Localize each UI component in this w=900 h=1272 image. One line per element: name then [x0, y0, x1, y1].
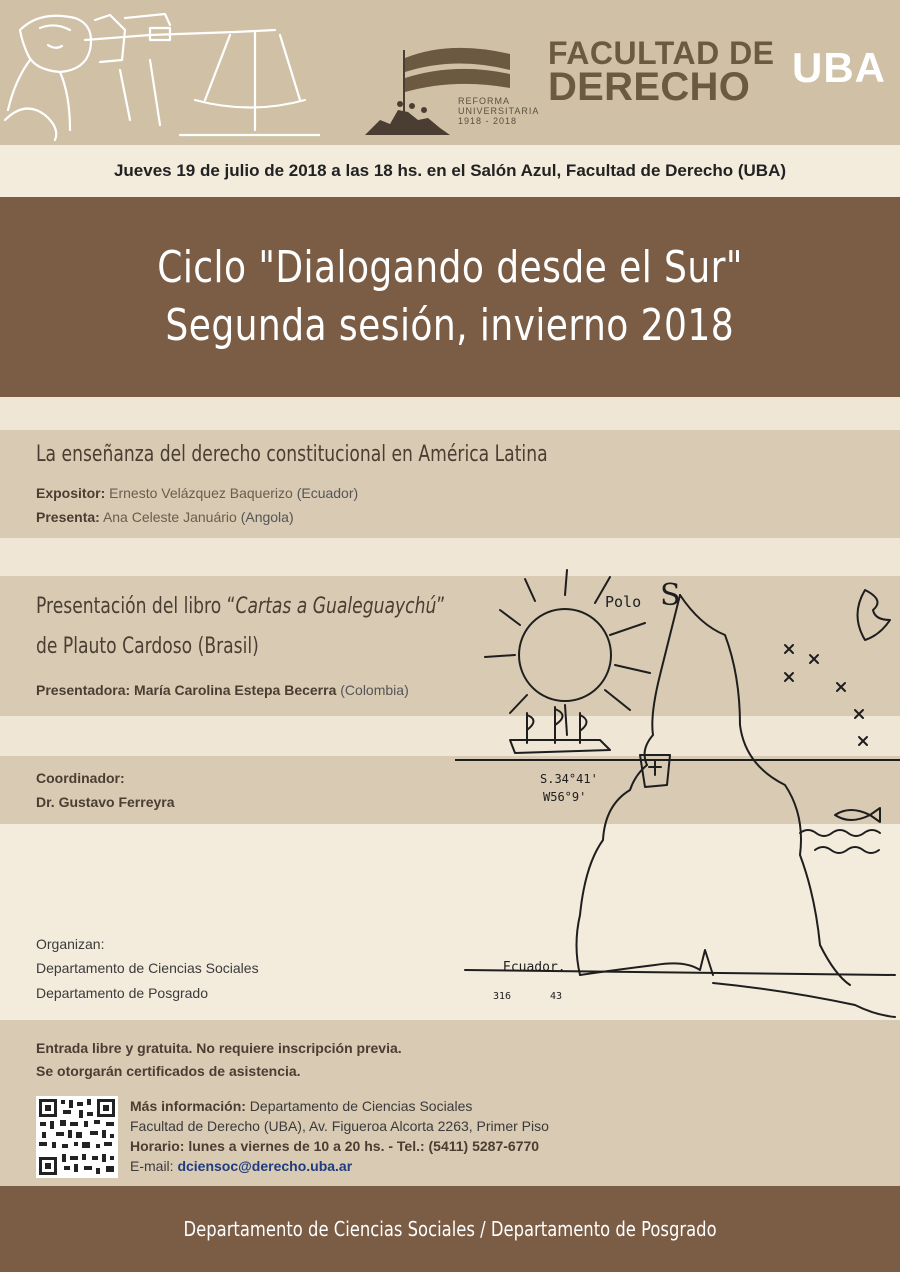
university-logo-text: UBA — [792, 44, 886, 91]
expositor-country: (Ecuador) — [296, 485, 359, 501]
email-link[interactable]: dciensoc@derecho.uba.ar — [177, 1158, 353, 1174]
map-label-s: S — [660, 578, 681, 613]
footer-band — [0, 1186, 900, 1272]
session1-expositor — [36, 485, 358, 501]
event-title-line1: Ciclo "Dialogando desde el Sur" — [157, 242, 743, 293]
map-coords-west: W56°9' — [543, 790, 587, 804]
entry-line2: Se otorgarán certificados de asistencia. — [36, 1063, 301, 1079]
presentadora-country: (Colombia) — [340, 682, 409, 698]
hours-value: lunes a viernes de 10 a 20 hs. - Tel.: (5411) 5287-6770 — [188, 1138, 540, 1154]
contact-info — [130, 1098, 472, 1114]
coordinator-label-text: Coordinador: — [36, 770, 125, 786]
faculty-name — [548, 35, 775, 109]
event-title-line2: Segunda sesión, invierno 2018 — [165, 300, 735, 351]
hours-label: Horario: — [130, 1138, 185, 1154]
map-label-polo: Polo — [605, 593, 642, 611]
book-title: Cartas a Gualeguaychú — [235, 594, 437, 619]
event-date-line: Jueves 19 de julio de 2018 a las 18 hs. en el Salón Azul, Facultad de Derecho (UBA) — [0, 145, 900, 197]
faculty-line2: DERECHO — [548, 65, 751, 109]
map-number-1: 316 — [493, 991, 512, 1002]
south-america-sketch-map — [455, 565, 900, 1025]
organizers-label: Organizan: — [36, 936, 105, 952]
presenta-label: Presenta: — [36, 509, 100, 525]
session2-title — [36, 594, 445, 619]
contact-email — [130, 1158, 352, 1174]
info-label: Más información: — [130, 1098, 246, 1114]
organizer-item: Departamento de Posgrado — [36, 985, 208, 1001]
reforma-caption — [458, 96, 539, 126]
expositor-name: Ernesto Velázquez Baquerizo — [109, 485, 293, 501]
faculty-line1: FACULTAD DE — [548, 35, 775, 71]
session2-presenter — [36, 682, 409, 698]
divider-stripe — [0, 397, 900, 430]
map-coords-south: S.34°41' — [540, 772, 598, 786]
expositor-label: Expositor: — [36, 485, 106, 501]
entry-line1: Entrada libre y gratuita. No requiere inscripción previa. — [36, 1040, 402, 1056]
presentadora-name: María Carolina Estepa Becerra — [134, 682, 337, 698]
session1-panel — [0, 430, 900, 538]
reforma-line2: UNIVERSITARIA — [458, 106, 540, 116]
coordinator-label — [36, 770, 125, 786]
session1-title: La enseñanza del derecho constitucional en América Latina — [36, 442, 548, 467]
presenta-name: Ana Celeste Januário — [102, 509, 237, 525]
footer-departments: Departamento de Ciencias Sociales / Departamento de Posgrado — [183, 1217, 717, 1241]
session1-presenter — [36, 509, 294, 525]
presenta-country: (Angola) — [240, 509, 294, 525]
map-number-2: 43 — [550, 991, 563, 1002]
contact-address: Facultad de Derecho (UBA), Av. Figueroa Alcorta 2263, Primer Piso — [130, 1118, 549, 1134]
header-banner — [0, 0, 900, 145]
email-label: E-mail: — [130, 1158, 174, 1174]
info-value: Departamento de Ciencias Sociales — [249, 1098, 473, 1114]
session2-author: de Plauto Cardoso (Brasil) — [36, 634, 259, 659]
map-label-ecuador: Ecuador. — [503, 960, 566, 975]
organizer-item: Departamento de Ciencias Sociales — [36, 960, 259, 976]
session2-title-prefix: Presentación del libro “ — [36, 594, 236, 619]
coordinator-name-text: Dr. Gustavo Ferreyra — [36, 794, 175, 810]
presentadora-label: Presentadora: — [36, 682, 131, 698]
title-band — [0, 197, 900, 397]
session2-title-suffix: ” — [436, 594, 446, 619]
qr-code[interactable] — [36, 1096, 118, 1178]
justice-scales-illustration — [0, 0, 320, 145]
contact-hours — [130, 1138, 539, 1154]
coordinator-name — [36, 794, 175, 810]
reforma-years: 1918 - 2018 — [458, 116, 518, 126]
reforma-line1: REFORMA — [458, 96, 510, 106]
